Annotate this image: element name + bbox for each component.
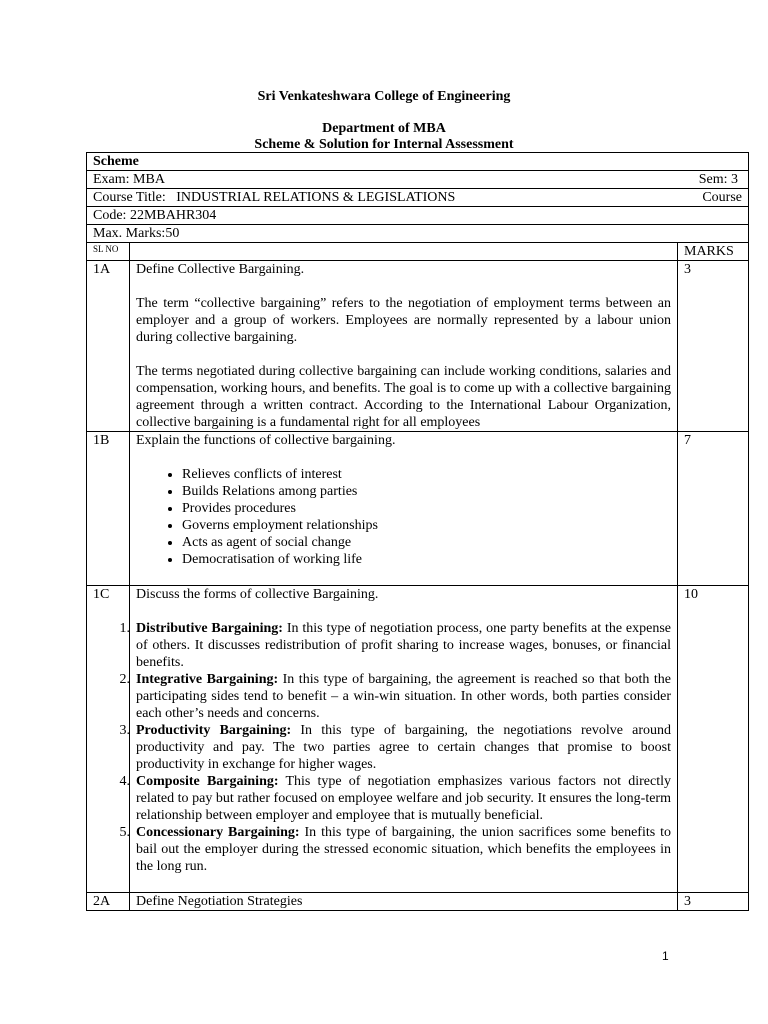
course-title: Course Title: INDUSTRIAL RELATIONS & LEGISLATIONS [93,190,456,205]
course-code-row [87,207,749,225]
exam-row [87,171,749,189]
course-title-row [87,189,749,207]
item-number: 4. [119,774,130,789]
max-marks: Max. Marks:50 [93,226,180,241]
item-number: 5. [119,825,130,840]
max-marks-row [87,225,749,243]
item-text: This type of negotiation emphasizes various factors not directly related to pay but rather focused on employee welfare and job security. It ensures the long-term relationship between employer and employee that is mutually beneficial. [136,774,672,823]
item-term: Distributive Bargaining: [136,621,283,636]
exam-label: Exam: MBA [93,172,165,187]
slno-header: SL NO [87,243,130,261]
item-number: 1. [119,621,130,636]
item-text: In this type of bargaining, the union sacrifices some benefits to bail out the employer during the stressed economic situation, which benefits the employees in the long run. [136,825,671,874]
column-header-row [87,243,749,261]
scheme-label-row [87,153,749,171]
answer-paragraph: The term “collective bargaining” refers to the negotiation of employment terms between an employer and a group of workers. Employees are normally represented by a labour union during collective bargaining. [136,296,671,345]
question-text: Explain the functions of collective bargaining. [136,433,396,448]
list-item [119,773,672,824]
question-marks: 7 [678,432,749,586]
question-row-2a [87,893,749,911]
question-number: 2A [87,893,130,911]
sem-label: Sem: 3 [698,172,739,187]
item-text: In this type of bargaining, the agreement is reached so that both the participating sides tend to benefit – a win-win situation. In other words, both parties consider each other’s needs and concerns. [136,672,672,721]
question-text: Define Collective Bargaining. [136,262,305,277]
scheme-label: Scheme [93,154,139,169]
list-item: • Acts as agent of social change [182,534,671,551]
item-text: In this type of bargaining, the negotiations revolve around productivity and pay. The two parties agree to certain changes that promise to boost productivity in exchange for higher wages. [136,723,671,772]
function-list [136,466,671,568]
question-body [130,432,678,586]
question-number: 1C [87,586,130,893]
marks-header: MARKS [678,243,749,261]
page-number: 1 [662,949,669,963]
question-row-1b [87,432,749,586]
department-name: Department of MBA [322,121,446,136]
college-name: Sri Venkateshwara College of Engineering [257,89,511,104]
list-item [119,620,671,671]
question-marks: 3 [678,893,749,911]
item-term: Productivity Bargaining: [136,723,292,738]
question-text: Discuss the forms of collective Bargaining. [136,587,379,602]
course-label: Course [702,190,743,205]
item-term: Composite Bargaining: [136,774,279,789]
list-item: • Provides procedures [182,500,671,517]
item-number: 2. [119,672,130,687]
list-item [119,671,672,722]
forms-list [119,620,672,875]
question-marks: 10 [678,586,749,893]
question-marks: 3 [678,261,749,432]
question-body [130,261,678,432]
question-body [130,893,678,911]
list-item [119,722,671,773]
list-item: • Builds Relations among parties [182,483,671,500]
item-term: Integrative Bargaining: [136,672,279,687]
item-text: In this type of negotiation process, one party benefits at the expense of others. It discusses redistribution of profit sharing to increase wages, bonuses, or financial benefits. [136,621,671,670]
question-body [119,586,678,893]
question-number: 1A [87,261,130,432]
item-term: Concessionary Bargaining: [136,825,300,840]
question-row-1c [87,586,749,893]
answer-paragraph: The terms negotiated during collective bargaining can include working conditions, salaries and compensation, working hours, and benefits. The goal is to come up with a collective bargaining agreement through a written contract. According to the International Labour Organization, collective bargaining is a fundamental right for all employees [136,364,671,430]
question-text: Define Negotiation Strategies [136,894,303,909]
scheme-table [86,152,749,911]
list-item [119,824,671,875]
question-row-1a [87,261,749,432]
course-code: Code: 22MBAHR304 [93,208,217,223]
item-number: 3. [119,723,130,738]
document-title: Scheme & Solution for Internal Assessment [254,137,514,152]
list-item: • Democratisation of working life [182,551,671,568]
list-item: • Relieves conflicts of interest [182,466,671,483]
list-item: • Governs employment relationships [182,517,671,534]
question-number: 1B [87,432,130,586]
question-header [130,243,678,261]
